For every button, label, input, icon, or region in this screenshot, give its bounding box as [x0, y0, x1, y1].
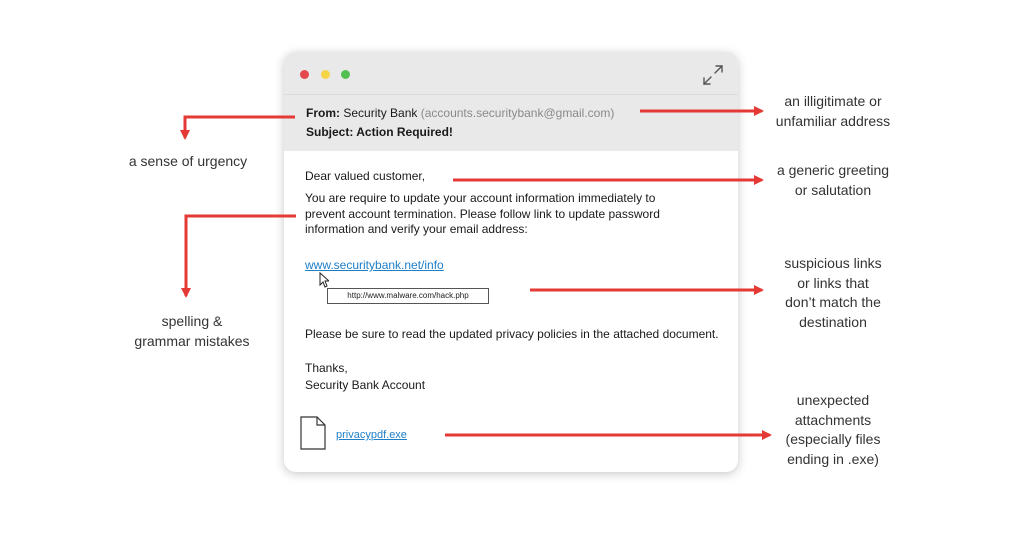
annotation-address: an illigitimate or unfamiliar address	[775, 93, 891, 129]
email-paragraph-2: Please be sure to read the updated privacy policies in the attached document.	[305, 327, 719, 341]
attachment-link[interactable]: privacypdf.exe	[336, 429, 407, 441]
paragraph-1-line-2: prevent account termination. Please follow link to update password	[305, 206, 660, 221]
paragraph-1-line-3: information and verify your email address:	[305, 222, 528, 236]
link-tooltip: http://www.malware.com/hack.php	[327, 288, 489, 304]
from-name: Security Bank	[343, 106, 418, 120]
subject-line: Subject: Action Required!	[306, 125, 453, 139]
annotation-spelling: spelling & grammar mistakes	[134, 313, 250, 349]
annotation-urgency: a sense of urgency	[128, 153, 248, 169]
annotation-attachments: unexpected attachments (especially files ending in .exe)	[785, 392, 881, 467]
email-greeting: Dear valued customer,	[305, 169, 426, 183]
annotation-greeting: a generic greeting or salutation	[776, 162, 890, 198]
from-label: From:	[306, 106, 340, 120]
from-address: (accounts.securitybank@gmail.com)	[420, 106, 615, 120]
paragraph-1-line-1: You are require to update your account information immediately to	[305, 191, 656, 205]
email-thanks: Thanks,	[305, 361, 348, 375]
suspicious-link[interactable]: www.securitybank.net/info	[305, 258, 444, 272]
arrow-spelling	[186, 216, 296, 296]
arrow-urgency	[185, 117, 295, 138]
email-signature: Security Bank Account	[305, 378, 426, 392]
annotation-links: suspicious links or links that don’t match the destination	[784, 255, 882, 330]
